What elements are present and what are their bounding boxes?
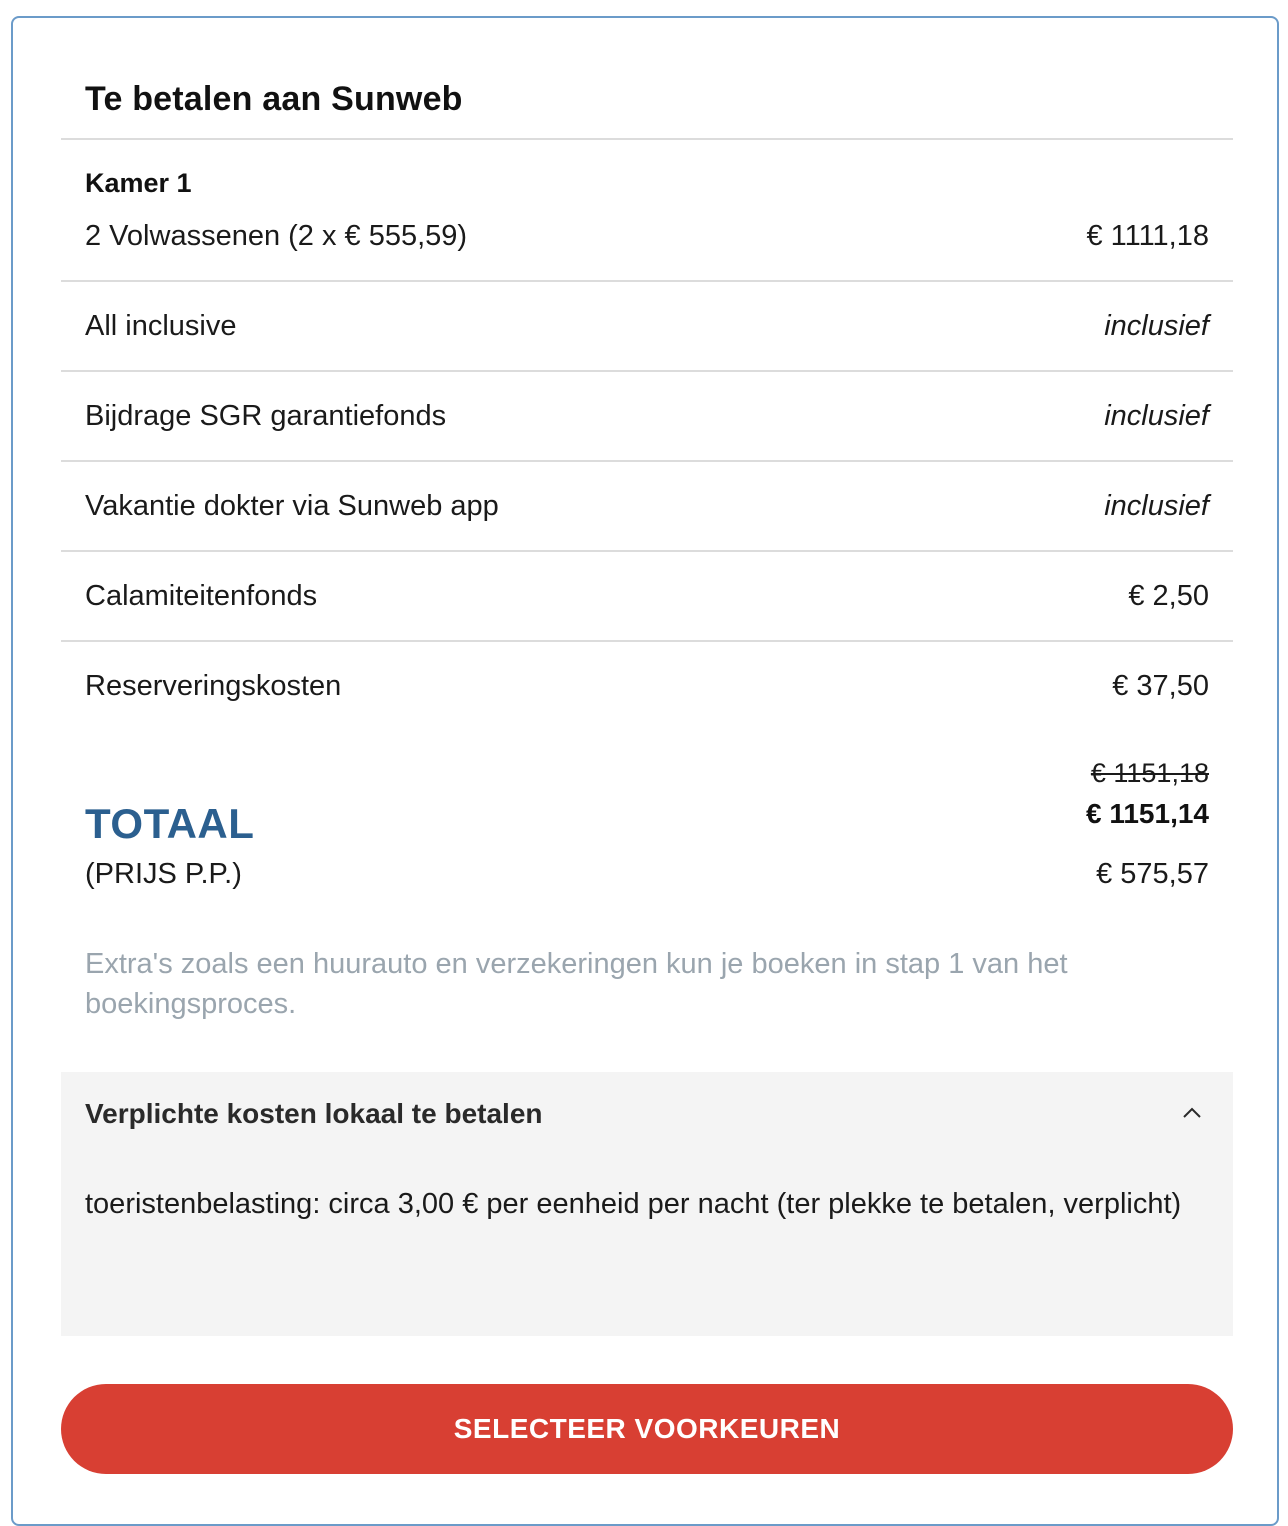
price-per-person-value: € 575,57 bbox=[1096, 858, 1209, 890]
divider bbox=[61, 460, 1233, 462]
row-doctor-value: inclusief bbox=[1104, 490, 1209, 522]
row-reservation-value: € 37,50 bbox=[1112, 670, 1209, 702]
adults-label: 2 Volwassenen (2 x € 555,59) bbox=[85, 220, 468, 252]
extras-note: Extra's zoals een huurauto en verzekeringen kun je boeken in stap 1 van het boekingsproces. bbox=[85, 948, 1068, 1020]
row-all-inclusive-label: All inclusive bbox=[85, 310, 237, 342]
row-calamity-label: Calamiteitenfonds bbox=[85, 580, 318, 612]
row-all-inclusive-value: inclusief bbox=[1104, 310, 1209, 342]
chevron-up-icon[interactable] bbox=[1181, 1102, 1203, 1124]
row-reservation-label: Reserveringskosten bbox=[85, 670, 342, 702]
total-label: TOTAAL bbox=[85, 800, 255, 847]
total-price: € 1151,14 bbox=[1085, 798, 1209, 829]
divider bbox=[61, 370, 1233, 372]
price-summary-card bbox=[11, 16, 1279, 1526]
divider bbox=[61, 640, 1233, 642]
adults-value: € 1111,18 bbox=[1086, 220, 1209, 252]
divider bbox=[61, 138, 1233, 140]
price-per-person-label: (PRIJS P.P.) bbox=[85, 858, 242, 890]
row-sgr-value: inclusief bbox=[1104, 400, 1209, 432]
row-calamity-value: € 2,50 bbox=[1128, 580, 1209, 612]
divider bbox=[61, 280, 1233, 282]
local-costs-header[interactable]: Verplichte kosten lokaal te betalen bbox=[85, 1098, 543, 1129]
select-preferences-button[interactable]: SELECTEER VOORKEUREN bbox=[61, 1384, 1233, 1474]
divider bbox=[61, 550, 1233, 552]
row-doctor-label: Vakantie dokter via Sunweb app bbox=[85, 490, 499, 522]
local-costs-text: toeristenbelasting: circa 3,00 € per eenheid per nacht (ter plekke te betalen, verplicht) bbox=[85, 1188, 1182, 1220]
room-heading: Kamer 1 bbox=[85, 168, 192, 198]
card-title: Te betalen aan Sunweb bbox=[85, 80, 463, 118]
local-costs-panel bbox=[61, 1072, 1233, 1336]
old-total-price: € 1151,18 bbox=[1090, 758, 1209, 788]
row-sgr-label: Bijdrage SGR garantiefonds bbox=[85, 400, 447, 432]
